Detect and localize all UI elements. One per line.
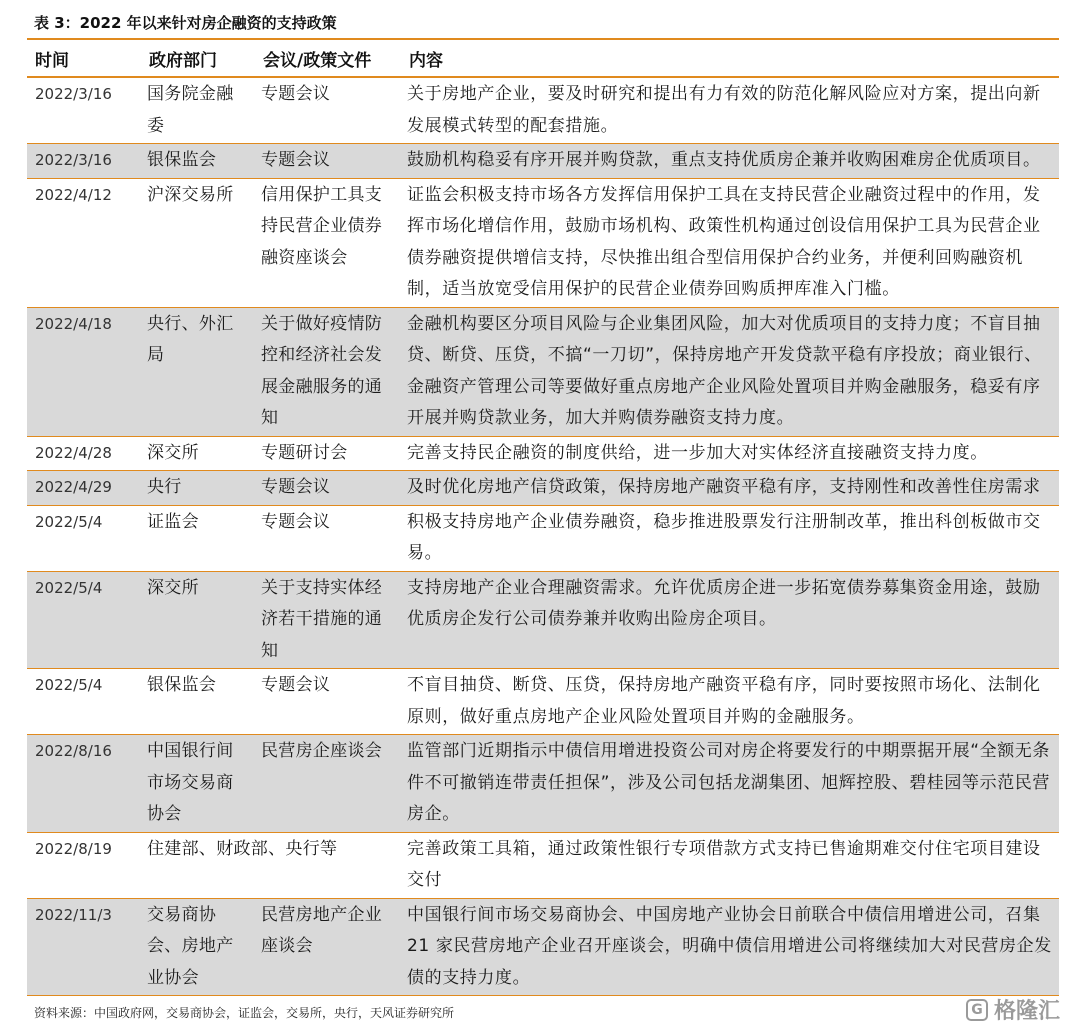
table-title: 表 3：2022 年以来针对房企融资的支持政策: [34, 14, 337, 32]
cell-dept: 深交所: [141, 571, 255, 669]
cell-dept: 住建部、财政部、央行等: [147, 838, 338, 859]
cell-time: 2022/4/12: [35, 185, 112, 204]
cell-content: 金融机构要区分项目风险与企业集团风险，加大对优质项目的支持力度；不盲目抽贷、断贷、压贷，不搞“一刀切”，保持房地产开发贷款平稳有序投放；商业银行、金融资产管理公司等要做好重点房地产企业风险处置项目并购金融服务，稳妥有序开展并购贷款业务，加大并购债券融资支持力度。: [401, 307, 1059, 436]
cell-time: 2022/4/29: [27, 471, 141, 506]
header-content: 内容: [409, 51, 443, 71]
cell-doc: 信用保护工具支持民营企业债券融资座谈会: [261, 184, 383, 268]
cell-dept: 央行、外汇局: [141, 307, 255, 436]
cell-time: 2022/3/16: [27, 144, 141, 179]
cell-dept: 中国银行间市场交易商协会: [141, 735, 255, 833]
table-row: [27, 571, 1059, 669]
header-time: 时间: [35, 51, 69, 71]
cell-content: 完善政策工具箱，通过政策性银行专项借款方式支持已售逾期难交付住宅项目建设交付: [407, 838, 1041, 890]
cell-dept: 深交所: [147, 442, 199, 463]
cell-dept: 央行: [141, 471, 255, 506]
cell-time: 2022/11/3: [27, 898, 141, 996]
header-dept: 政府部门: [149, 51, 217, 71]
watermark-logo-icon: G: [966, 999, 988, 1021]
cell-content: 关于房地产企业，要及时研究和提出有力有效的防范化解风险应对方案，提出向新发展模式转型的配套措施。: [407, 84, 1041, 136]
table-row: [27, 436, 1059, 471]
cell-time: 2022/5/4: [35, 512, 103, 531]
cell-doc: 专题会议: [261, 511, 331, 532]
cell-content: 监管部门近期指示中债信用增进投资公司对房企将要发行的中期票据开展“全额无条件不可撤销连带责任担保”，涉及公司包括龙湖集团、旭辉控股、碧桂园等示范民营房企。: [401, 735, 1059, 833]
cell-content: 鼓励机构稳妥有序开展并购贷款，重点支持优质房企兼并收购困难房企优质项目。: [401, 144, 1059, 179]
cell-dept: 交易商协会、房地产业协会: [141, 898, 255, 996]
table-row: [27, 77, 1059, 144]
cell-content: 及时优化房地产信贷政策，保持房地产融资平稳有序，支持刚性和改善性住房需求: [401, 471, 1059, 506]
cell-time: 2022/4/18: [27, 307, 141, 436]
cell-content: 不盲目抽贷、断贷、压贷，保持房地产融资平稳有序，同时要按照市场化、法制化原则，做好重点房地产企业风险处置项目并购的金融服务。: [407, 675, 1041, 727]
cell-content: 中国银行间市场交易商协会、中国房地产业协会日前联合中债信用增进公司，召集 21 家民营房地产企业召开座谈会，明确中债信用增进公司将继续加大对民营房企发债的支持力度。: [401, 898, 1059, 996]
cell-content: 证监会积极支持市场各方发挥信用保护工具在支持民营企业融资过程中的作用，发挥市场化增信作用，鼓励市场机构、政策性机构通过创设信用保护工具为民营企业债券融资提供增信支持，尽快推出组合型信用保护合约业务，并便利回购融资机制，适当放宽受信用保护的民营企业债券回购质押库准入门槛。: [407, 184, 1041, 299]
table-row: [27, 898, 1059, 996]
table-row: [27, 178, 1059, 307]
table-header-row: [27, 39, 1059, 77]
cell-dept: 国务院金融委: [147, 84, 234, 136]
cell-time: 2022/5/4: [35, 676, 103, 694]
policy-table: [27, 38, 1059, 996]
cell-content: 完善支持民企融资的制度供给，进一步加大对实体经济直接融资支持力度。: [407, 442, 988, 463]
cell-time: 2022/5/4: [27, 571, 141, 669]
table-row: [27, 144, 1059, 179]
cell-content: 积极支持房地产企业债券融资，稳步推进股票发行注册制改革，推出科创板做市交易。: [407, 511, 1041, 563]
cell-dept: 银保监会: [141, 144, 255, 179]
cell-doc: 专题研讨会: [261, 442, 348, 463]
table-row: [27, 669, 1059, 735]
table-row: [27, 832, 1059, 898]
cell-content: 支持房地产企业合理融资需求。允许优质房企进一步拓宽债券募集资金用途，鼓励优质房企发行公司债券兼并收购出险房企项目。: [401, 571, 1059, 669]
cell-time: 2022/4/28: [35, 443, 112, 462]
table-row: [27, 505, 1059, 571]
cell-doc: 关于做好疫情防控和经济社会发展金融服务的通知: [255, 307, 401, 436]
watermark: [966, 994, 1060, 1025]
cell-doc: 专题会议: [255, 471, 401, 506]
cell-doc: 专题会议: [255, 144, 401, 179]
source-note: 资料来源：中国政府网，交易商协会，证监会，交易所，央行，天风证券研究所: [34, 1006, 455, 1020]
cell-dept: 沪深交易所: [147, 184, 234, 205]
cell-doc: 关于支持实体经济若干措施的通知: [255, 571, 401, 669]
cell-doc: 专题会议: [261, 84, 331, 104]
header-doc: 会议/政策文件: [263, 51, 372, 71]
watermark-text: 格隆汇: [993, 999, 1060, 1024]
cell-time: 2022/3/16: [35, 85, 112, 103]
cell-dept: 证监会: [147, 511, 199, 532]
cell-time: 2022/8/16: [27, 735, 141, 833]
cell-dept: 银保监会: [147, 675, 217, 695]
cell-doc: 专题会议: [261, 675, 331, 695]
cell-time: 2022/8/19: [35, 839, 112, 858]
cell-doc: 民营房地产企业座谈会: [255, 898, 401, 996]
table-row: [27, 307, 1059, 436]
table-row: [27, 735, 1059, 833]
cell-doc: 民营房企座谈会: [255, 735, 401, 833]
table-row: [27, 471, 1059, 506]
